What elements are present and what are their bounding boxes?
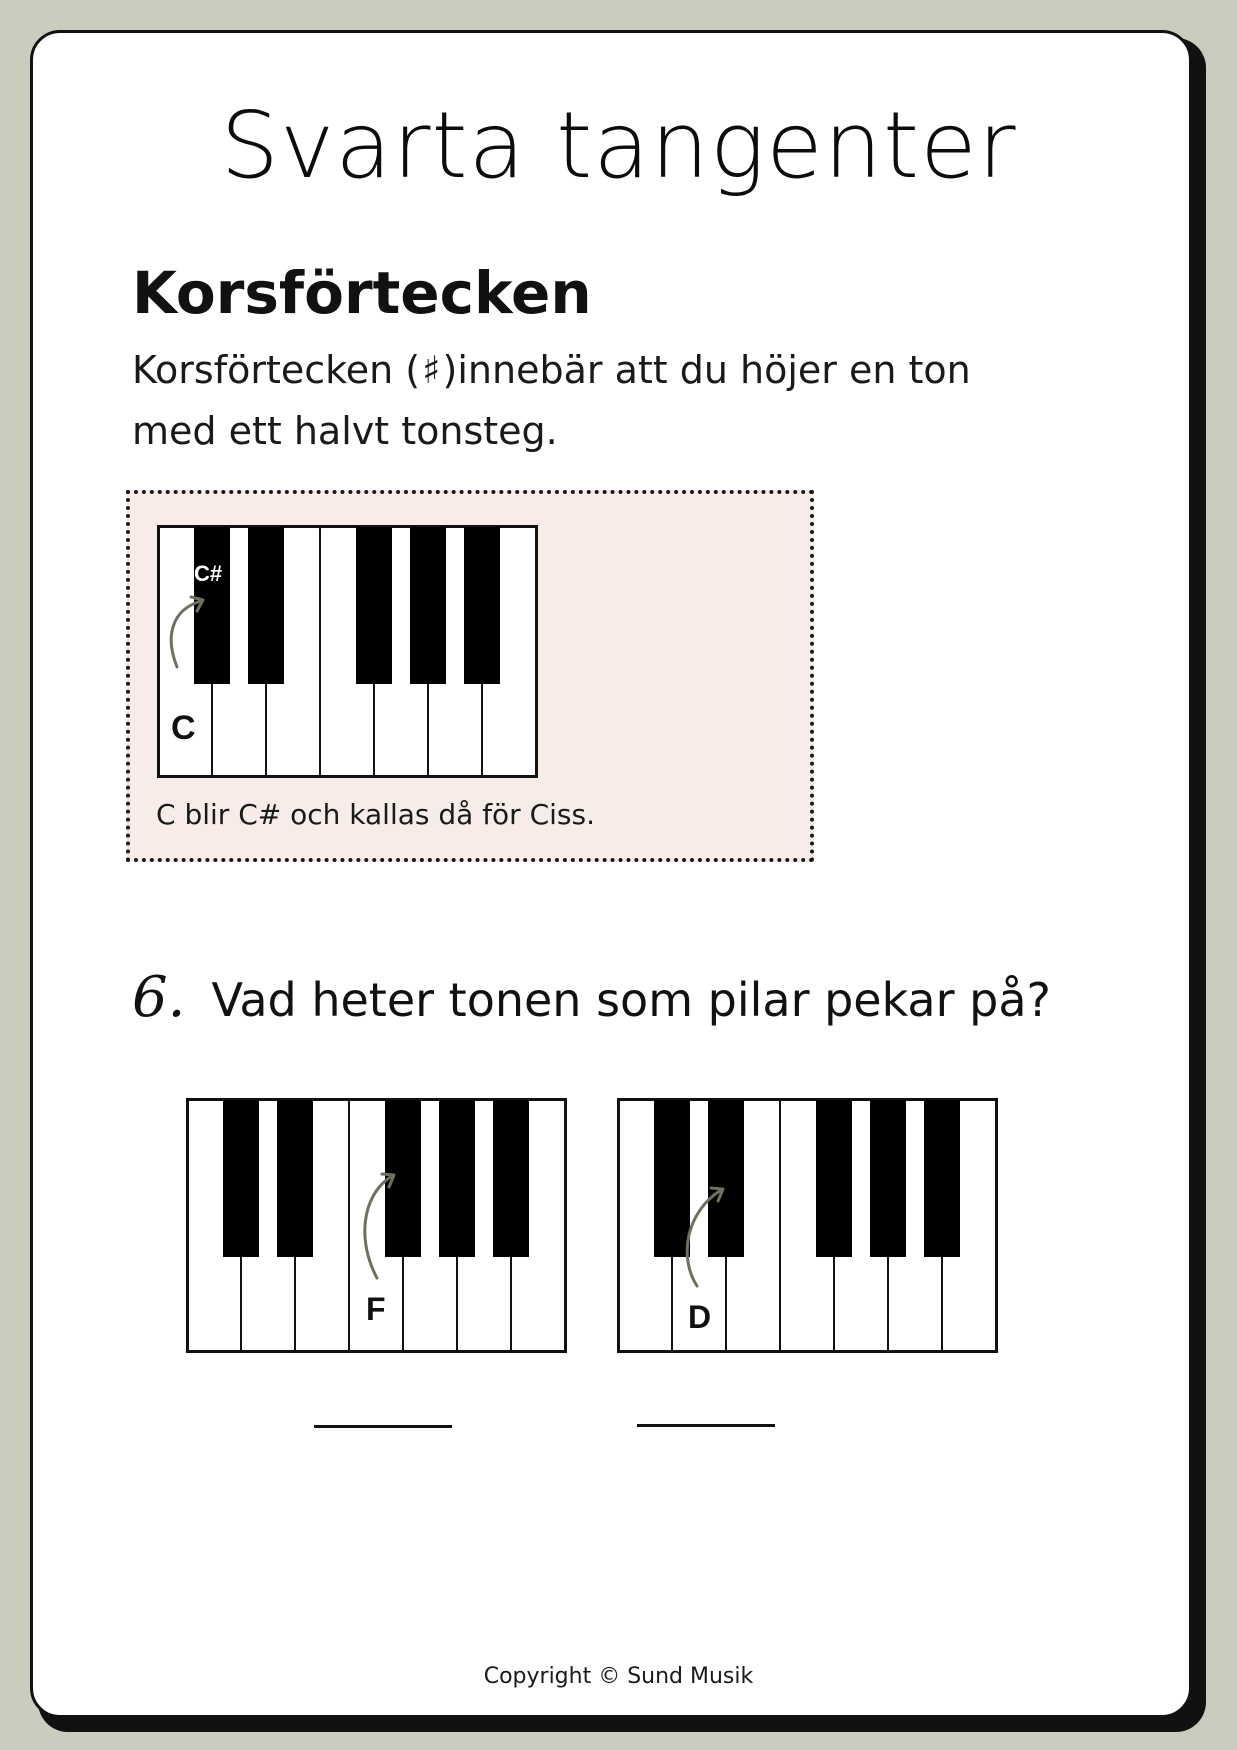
exercise-question (132, 965, 1051, 1030)
answer-line-2[interactable] (637, 1424, 775, 1427)
page-title: Svarta tangenter (220, 92, 1017, 199)
answer-line-1[interactable] (314, 1425, 452, 1428)
example-upper-label: C# (194, 561, 223, 586)
intro-text-end: )innebär att du höjer en ton med ett halvt tonsteg. (132, 348, 971, 453)
question-number: 6. (132, 965, 186, 1030)
exercise-keyboard-1 (186, 1098, 570, 1354)
example-lower-label: C (171, 709, 196, 747)
example-caption: C blir C# och kallas då för Ciss. (156, 798, 596, 831)
question-text: Vad heter tonen som pilar pekar på? (211, 973, 1051, 1027)
keyboard-2-start-label: D (688, 1299, 712, 1335)
section-intro (132, 340, 1012, 462)
keyboard-1-start-label: F (366, 1291, 386, 1327)
intro-text-start: Korsförtecken ( (132, 348, 421, 392)
example-keyboard (157, 525, 541, 781)
sharp-symbol: ♯ (422, 348, 441, 392)
copyright-footer: Copyright © Sund Musik (483, 1664, 754, 1689)
exercise-keyboard-2 (617, 1098, 1001, 1354)
section-heading: Korsförtecken (132, 259, 592, 327)
